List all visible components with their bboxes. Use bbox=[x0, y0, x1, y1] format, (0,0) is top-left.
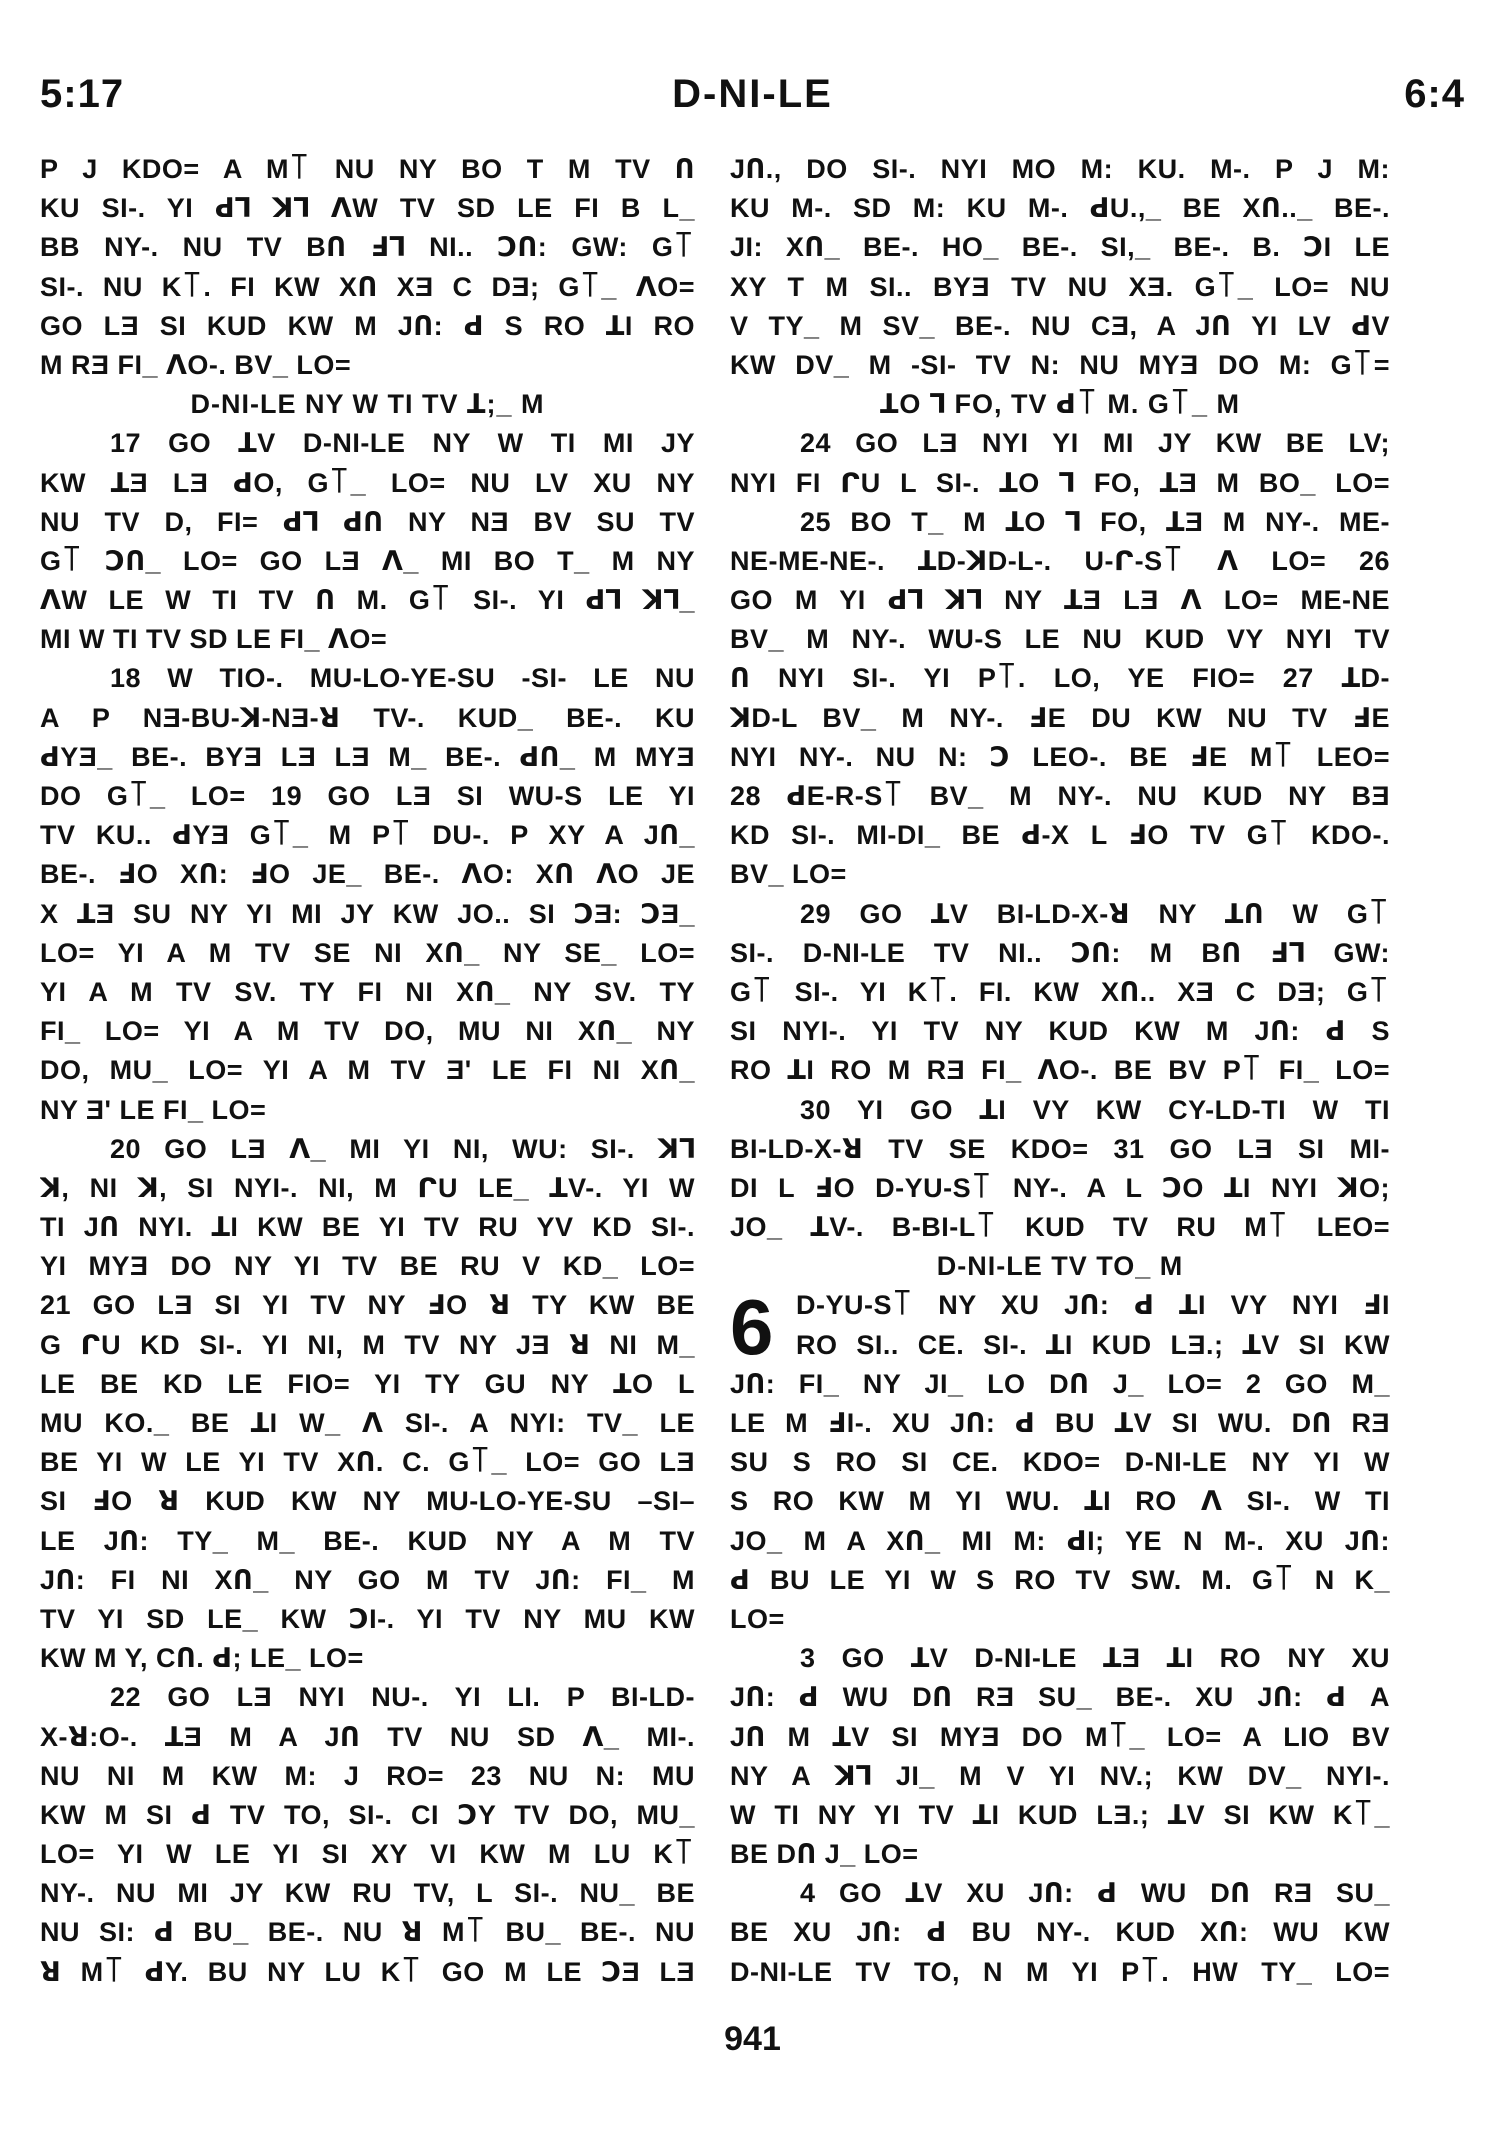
text-line: SI-. D-NI-LE TV NI.. ꓛՈ: M BՈ ꓞꓶ GW: bbox=[730, 937, 1390, 968]
text-line: LE JՈ: TY_ M_ BE-. KUD NY A M TV bbox=[40, 1525, 695, 1556]
text-line: LO= YI A M TV SE NI XՈ_ NY SE_ LO= bbox=[40, 937, 695, 968]
text-line: A P NƎ-BU-ꓘ-NƎ-ꓤ TV-. KUD_ BE-. KU bbox=[40, 702, 695, 733]
text-line: G ᒋU KD SI-. YI NI, M TV NY JƎ ꓤ NI M_ bbox=[40, 1329, 695, 1360]
text-line: BB NY-. NU TV BՈ ꓞꓶ NI.. ꓛՈ: GW: G꓄ bbox=[40, 232, 695, 263]
text-line: JՈ., DO SI-. NYI MO M: KU. M-. P J M: bbox=[730, 154, 1390, 184]
text-line: S RO KW M YI WU. ꓕI RO ꓥ SI-. W TI bbox=[730, 1486, 1390, 1517]
text-line: NY A ꓘꓶ JI_ M V YI NV.; KW DV_ NYI-. bbox=[730, 1760, 1390, 1791]
text-line: FI_ LO= YI A M TV DO, MU NI XՈ_ NY bbox=[40, 1016, 695, 1047]
text-line: 4 GO ꓕV XU JՈ: ꓒ WU DՈ RƎ SU_ bbox=[800, 1878, 1390, 1909]
text-line: MU KO._ BE ꓕI W_ ꓥ SI-. A NYI: TV_ LE bbox=[40, 1408, 695, 1438]
paragraph bbox=[40, 659, 695, 1129]
text-line: TV KU.. ꓒYƎ G꓄_ M P꓄ DU-. P XY A JՈ_ bbox=[40, 820, 695, 851]
text-line: NYI FI ᒋU L SI-. ꓕO ꓶ FO, ꓕƎ M BO_ LO= bbox=[730, 467, 1390, 498]
paragraph bbox=[730, 895, 1390, 1091]
text-line: TV YI SD LE_ KW ꓛI-. YI TV NY MU KW bbox=[40, 1603, 695, 1634]
text-line: NY Ǝ' LE FI_ LO= bbox=[40, 1094, 267, 1125]
paragraph bbox=[40, 1130, 695, 1679]
text-line: Ո NYI SI-. YI P꓄. LO, YE FIO= 27 ꓕD- bbox=[730, 663, 1390, 694]
text-line: ꓒYƎ_ BE-. BYƎ LƎ LƎ M_ BE-. ꓒՈ_ M MYƎ bbox=[40, 741, 695, 772]
text-line: DO G꓄_ LO= 19 GO LƎ SI WU-S LE YI bbox=[40, 781, 695, 811]
text-line: BE DՈ J_ LO= bbox=[730, 1839, 919, 1870]
left-column bbox=[40, 150, 695, 1992]
text-line: MI W TI TV SD LE FI_ ꓥO= bbox=[40, 624, 388, 655]
text-line: 24 GO LƎ NYI YI MI JY KW BE LV; bbox=[800, 428, 1390, 459]
text-line: KW M Y, CՈ. ꓒ; LE_ LO= bbox=[40, 1643, 364, 1674]
text-line: 20 GO LƎ ꓥ_ MI YI NI, WU: SI-. ꓘꓶ bbox=[110, 1133, 695, 1164]
text-line: KW ꓕƎ LƎ ꓒO, G꓄_ LO= NU LV XU NY bbox=[40, 467, 695, 498]
text-line: G꓄ SI-. YI K꓄. FI. KW XՈ.. XƎ C DƎ; G꓄ bbox=[730, 976, 1390, 1007]
text-line: TI JՈ NYI. ꓕI KW BE YI TV RU YV KD SI-. bbox=[40, 1212, 695, 1243]
text-line: BV_ M NY-. WU-S LE NU KUD VY NYI TV bbox=[730, 624, 1390, 655]
text-line: JՈ: ꓒ WU DՈ RƎ SU_ BE-. XU JՈ: ꓒ A bbox=[730, 1682, 1390, 1713]
text-line: BI-LD-X-ꓤ TV SE KDO= 31 GO LƎ SI MI- bbox=[730, 1133, 1390, 1164]
paragraph bbox=[40, 150, 695, 385]
text-line: SI NYI-. YI TV NY KUD KW M JՈ: ꓒ S bbox=[730, 1016, 1390, 1047]
text-line: GO M YI ꓒꓶ ꓘꓶ NY ꓕƎ LƎ ꓥ LO= ME-NE bbox=[730, 585, 1390, 616]
paragraph bbox=[730, 1091, 1390, 1248]
text-line: SI ꓞO ꓤ KUD KW NY MU-LO-YE-SU –SI– bbox=[40, 1486, 695, 1517]
text-line: KW M SI ꓒ TV TO, SI-. CI ꓛY TV DO, MU_ bbox=[40, 1799, 695, 1830]
text-line: YI MYƎ DO NY YI TV BE RU V KD_ LO= bbox=[40, 1251, 695, 1282]
text-line: DI L ꓞO D-YU-S꓄ NY-. A L ꓛO ꓕI NYI ꓘO; bbox=[730, 1172, 1390, 1203]
text-line: X ꓕƎ SU NY YI MI JY KW JO.. SI ꓛƎ: ꓛƎ_ bbox=[40, 898, 695, 929]
text-line: M RƎ FI_ ꓥO-. BV_ LO= bbox=[40, 349, 352, 380]
text-line: NY-. NU MI JY KW RU TV, L SI-. NU_ BE bbox=[40, 1878, 695, 1909]
text-line: KD SI-. MI-DI_ BE ꓒ-X L ꓞO TV G꓄ KDO-. bbox=[730, 820, 1390, 851]
text-line: ꓘD-L BV_ M NY-. ꓞE DU KW NU TV ꓞE bbox=[730, 702, 1390, 733]
text-line: V TY_ M SV_ BE-. NU CƎ, A JՈ YI LV ꓒV bbox=[730, 310, 1390, 341]
text-line: LO= YI W LE YI SI XY VI KW M LU K꓄ bbox=[40, 1839, 695, 1870]
section-heading: D-NI-LE NY W TI TV ꓕ;_ M bbox=[190, 389, 545, 420]
text-line: ꓘ, NI ꓘ, SI NYI-. NI, M ᒋU LE_ ꓕV-. YI W bbox=[40, 1172, 695, 1203]
text-line: NU TV D, FI= ꓒꓶ ꓒՈ NY NƎ BV SU TV bbox=[40, 506, 695, 537]
text-line: W TI NY YI TV ꓕI KUD LƎ.; ꓕV SI KW K꓄_ bbox=[730, 1799, 1390, 1830]
header-verse-end: 6:4 bbox=[1404, 72, 1465, 116]
text-line: GO LƎ SI KUD KW M JՈ: ꓒ S RO ꓕI RO bbox=[40, 310, 695, 341]
text-line: JՈ: FI_ NY JI_ LO DՈ J_ LO= 2 GO M_ bbox=[730, 1368, 1390, 1399]
text-line: BE-. ꓞO XՈ: ꓞO JE_ BE-. ꓥO: XՈ ꓥO JE bbox=[40, 859, 695, 890]
text-line: ꓤ M꓄ ꓒY. BU NY LU K꓄ GO M LE ꓛƎ LƎ bbox=[40, 1956, 695, 1987]
text-line: LO= bbox=[730, 1603, 785, 1634]
text-line: JՈ: FI NI XՈ_ NY GO M TV JՈ: FI_ M bbox=[40, 1564, 695, 1595]
text-line: 22 GO LƎ NYI NU-. YI LI. P BI-LD- bbox=[110, 1682, 695, 1713]
header-verse-start: 5:17 bbox=[40, 72, 125, 116]
text-line: XY T M SI.. BYƎ TV NU XƎ. G꓄_ LO= NU bbox=[730, 271, 1390, 302]
text-line: SU S RO SI CE. KDO= D-NI-LE NY YI W bbox=[730, 1447, 1390, 1478]
chapter-number: 6 bbox=[730, 1283, 774, 1372]
chapter-heading: D-NI-LE TV TO_ M bbox=[936, 1251, 1184, 1282]
text-line: D-YU-S꓄ NY XU JՈ: ꓒ ꓕI VY NYI ꓞI bbox=[796, 1290, 1390, 1321]
section-heading: ꓕO ꓶ FO, TV ꓒ꓄ M. G꓄_ M bbox=[880, 389, 1240, 420]
text-line: 21 GO LƎ SI YI TV NY ꓞO ꓤ TY KW BE bbox=[40, 1290, 695, 1321]
text-line: LE BE KD LE FIO= YI TY GU NY ꓕO L bbox=[40, 1368, 695, 1399]
text-line: JO_ M A XՈ_ MI M: ꓒI; YE N M-. XU JՈ: bbox=[730, 1525, 1390, 1556]
paragraph bbox=[730, 1874, 1390, 1992]
text-line: JO_ ꓕV-. B-BI-L꓄ KUD TV RU M꓄ LEO= bbox=[730, 1212, 1390, 1243]
text-line: ꓒ BU LE YI W S RO TV SW. M. G꓄ N K_ bbox=[730, 1564, 1390, 1595]
paragraph bbox=[40, 424, 695, 659]
text-line: X-ꓤ:O-. ꓕƎ M A JՈ TV NU SD ꓥ_ MI-. bbox=[40, 1721, 695, 1752]
page-number: 941 bbox=[724, 2020, 781, 2058]
text-line: DO, MU_ LO= YI A M TV Ǝ' LE FI NI XՈ_ bbox=[40, 1055, 695, 1086]
text-line: RO SI.. CE. SI-. ꓕI KUD LƎ.; ꓕV SI KW bbox=[796, 1329, 1390, 1360]
text-line: YI A M TV SV. TY FI NI XՈ_ NY SV. TY bbox=[40, 976, 695, 1007]
text-line: D-NI-LE TV TO, N M YI P꓄. HW TY_ LO= bbox=[730, 1956, 1390, 1987]
text-line: NU NI M KW M: J RO= 23 NU N: MU bbox=[40, 1760, 695, 1791]
text-line: P J KDO= A M꓄ NU NY BO T M TV Ո bbox=[40, 154, 695, 184]
chapter-opening bbox=[730, 1283, 1390, 1639]
text-line: 29 GO ꓕV BI-LD-X-ꓤ NY ꓕՈ W G꓄ bbox=[800, 898, 1390, 929]
text-line: NU SI: ꓒ BU_ BE-. NU ꓤ M꓄ BU_ BE-. NU bbox=[40, 1917, 695, 1948]
text-line: KU M-. SD M: KU M-. ꓒU.,_ BE XՈ.._ BE-. bbox=[730, 193, 1390, 224]
right-column bbox=[730, 150, 1390, 1992]
paragraph bbox=[730, 424, 1390, 894]
paragraph bbox=[40, 1678, 695, 1992]
text-line: LE M ꓞI-. XU JՈ: ꓒ BU ꓕV SI WU. DՈ RƎ bbox=[730, 1408, 1390, 1438]
text-line: JI: XՈ_ BE-. HO_ BE-. SI,_ BE-. B. ꓛI LE bbox=[730, 232, 1390, 263]
paragraph bbox=[730, 150, 1390, 385]
text-line: 18 W TIO-. MU-LO-YE-SU -SI- LE NU bbox=[110, 663, 695, 694]
text-line: KU SI-. YI ꓒꓶ ꓘꓶ ꓥW TV SD LE FI B L_ bbox=[40, 193, 695, 224]
text-line: BE XU JՈ: ꓒ BU NY-. KUD XՈ: WU KW bbox=[730, 1917, 1390, 1948]
page-header bbox=[40, 72, 1465, 122]
text-line: BV_ LO= bbox=[730, 859, 847, 890]
paragraph bbox=[730, 1639, 1390, 1874]
text-line: SI-. NU K꓄. FI KW XՈ XƎ C DƎ; G꓄_ ꓥO= bbox=[40, 271, 695, 302]
text-line: 17 GO ꓕV D-NI-LE NY W TI MI JY bbox=[110, 428, 695, 459]
text-line: ꓥW LE W TI TV Ո M. G꓄ SI-. YI ꓒꓶ ꓘꓶ_ bbox=[40, 585, 695, 616]
text-line: 30 YI GO ꓕI VY KW CY-LD-TI W TI bbox=[800, 1094, 1390, 1125]
text-line: BE YI W LE YI TV XՈ. C. G꓄_ LO= GO LƎ bbox=[40, 1447, 695, 1478]
text-line: 28 ꓒE-R-S꓄ BV_ M NY-. NU KUD NY BƎ bbox=[730, 781, 1390, 811]
text-line: 3 GO ꓕV D-NI-LE ꓕƎ ꓕI RO NY XU bbox=[800, 1643, 1390, 1674]
text-line: NYI NY-. NU N: ꓛ LEO-. BE ꓞE M꓄ LEO= bbox=[730, 741, 1390, 772]
text-line: RO ꓕI RO M RƎ FI_ ꓥO-. BE BV P꓄ FI_ LO= bbox=[730, 1055, 1390, 1086]
text-line: KW DV_ M -SI- TV N: NU MYƎ DO M: G꓄= bbox=[730, 349, 1390, 380]
text-line: JՈ M ꓕV SI MYƎ DO M꓄_ LO= A LIO BV bbox=[730, 1721, 1390, 1752]
text-line: NE-ME-NE-. ꓕD-ꓘD-L-. U-ᒋ-S꓄ ꓥ LO= 26 bbox=[730, 545, 1390, 576]
text-line: 25 BO T_ M ꓕO ꓶ FO, ꓕƎ M NY-. ME- bbox=[800, 506, 1390, 537]
text-line: G꓄ ꓛՈ_ LO= GO LƎ ꓥ_ MI BO T_ M NY bbox=[40, 545, 695, 576]
header-book-title: D-NI-LE bbox=[672, 72, 833, 116]
